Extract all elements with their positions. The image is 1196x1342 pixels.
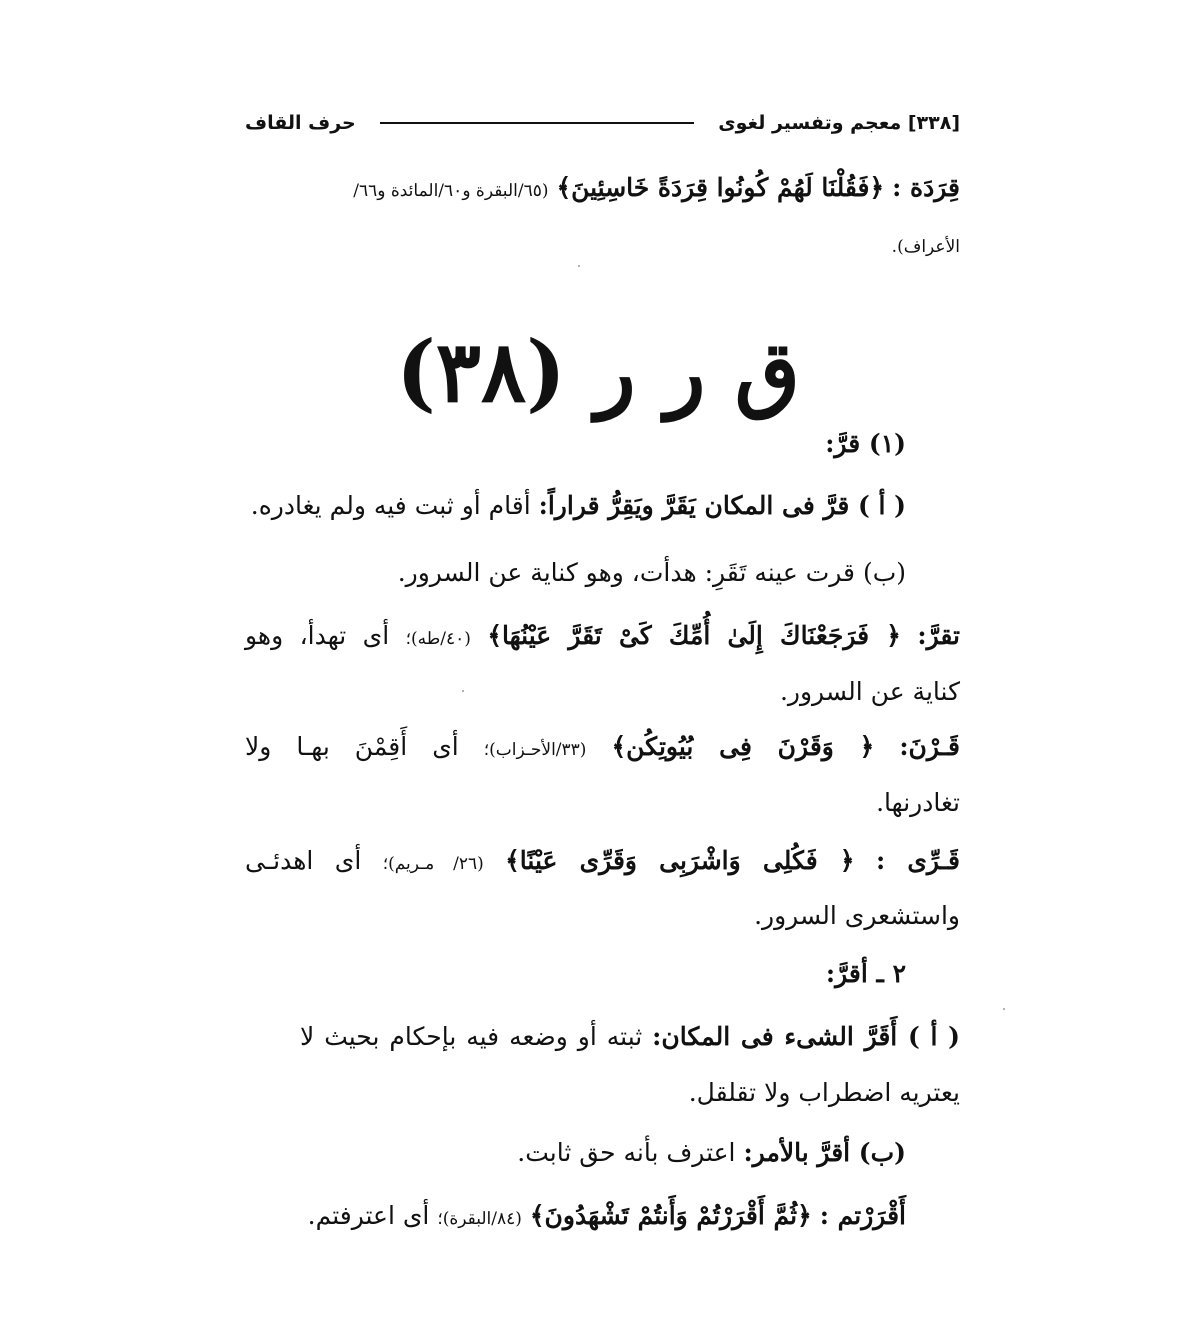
gloss: أى أَقِمْنَ بهـا ولا bbox=[245, 732, 459, 761]
entry-word: تقرَّ: bbox=[917, 621, 960, 650]
entry-word: قَـرِّى : bbox=[875, 846, 960, 875]
section-heading-2: ٢ ـ أقرَّ: bbox=[825, 959, 906, 988]
running-header bbox=[245, 108, 960, 138]
verse-reference: (٢٦/ مـريم)؛ bbox=[382, 854, 484, 874]
gloss: أى اعترفتم. bbox=[307, 1201, 430, 1230]
qarna-entry-end: تغادرنها. bbox=[876, 788, 960, 817]
qarri-entry-end: واستشعرى السرور. bbox=[754, 901, 960, 930]
qarna-entry bbox=[245, 731, 960, 764]
page-number-book-title: [٣٣٨] معجم وتفسير لغوى bbox=[718, 112, 960, 134]
chapter-title: حرف القاف bbox=[245, 112, 356, 134]
subsection-head: ( أ ) أَقَرَّ الشىء فى المكان: bbox=[652, 1022, 960, 1051]
verse-reference: (٦٥/البقرة و٦٠/المائدة و٦٦/ bbox=[353, 181, 549, 201]
subsection-2b bbox=[517, 1137, 906, 1170]
definition: أقام أو ثبت فيه ولم يغادره. bbox=[250, 491, 531, 520]
quran-verse: ﴿ فَرَجَعْنَاكَ إِلَىٰ أُمِّكَ كَىْ تَقَرَّ عَيْنُهَا﴾ bbox=[487, 621, 901, 650]
taqarra-entry bbox=[245, 620, 960, 653]
subsection-head: ( أ ) قرَّ فى المكان يَقَرَّ ويَقِرُّ قراراً: bbox=[538, 491, 906, 520]
scan-speck bbox=[578, 265, 580, 267]
taqarra-entry-end: كناية عن السرور. bbox=[779, 677, 960, 706]
intro-entry-line bbox=[353, 172, 960, 205]
entry-word: أَقْرَرْتم : bbox=[819, 1201, 906, 1230]
subsection-a bbox=[251, 490, 906, 523]
scan-speck bbox=[1003, 1008, 1005, 1010]
definition: قرت عينه تَقَرِ: هدأت، وهو كناية عن السرور. bbox=[397, 558, 855, 587]
subsection-b bbox=[398, 557, 906, 590]
definition: ثبته أو وضعه فيه بإحكام بحيث لا bbox=[300, 1022, 643, 1051]
subsection-2a bbox=[300, 1021, 960, 1054]
subsection-head: (ب) أقرَّ بالأمر: bbox=[743, 1138, 906, 1167]
quran-verse: ﴿ وَقَرْنَ فِى بُيُوتِكُن﴾ bbox=[611, 732, 875, 761]
gloss: أى اهدئـى bbox=[245, 846, 362, 875]
entry-word: قَـرْنَ: bbox=[899, 732, 960, 761]
quran-verse: ﴿ فَكُلِى وَاشْرَبِى وَقَرِّى عَيْنًا﴾ bbox=[505, 846, 855, 875]
aqrartum-entry bbox=[308, 1200, 906, 1233]
quran-verse: ﴿فَقُلْنَا لَهُمْ كُونُوا قِرَدَةً خَاسِئِينَ﴾ bbox=[556, 173, 885, 202]
entry-word: قِرَدَة : bbox=[892, 173, 960, 202]
header-rule bbox=[380, 122, 694, 124]
verse-reference: (٨٤/البقرة)؛ bbox=[437, 1209, 522, 1229]
section-heading-1: (١) قرَّ: bbox=[825, 429, 906, 458]
quran-verse: ﴿ثُمَّ أَقْرَرْتُمْ وَأَنتُمْ تَشْهَدُونَ﴾ bbox=[529, 1201, 812, 1230]
qarri-entry bbox=[245, 845, 960, 878]
verse-reference: (٣٣/الأحـزاب)؛ bbox=[483, 740, 587, 760]
definition: اعترف بأنه حق ثابت. bbox=[517, 1138, 736, 1167]
subsection-2a-end: يعتريه اضطراب ولا تقلقل. bbox=[688, 1078, 960, 1107]
root-title: ق ر ر (٣٨) bbox=[396, 322, 800, 421]
scan-speck bbox=[462, 690, 464, 692]
verse-reference: (٤٠/طه)؛ bbox=[405, 629, 471, 649]
gloss: أى تهدأ، وهو bbox=[245, 621, 390, 650]
subsection-marker: (ب) bbox=[862, 558, 906, 587]
intro-entry-end: الأعراف). bbox=[891, 237, 960, 257]
